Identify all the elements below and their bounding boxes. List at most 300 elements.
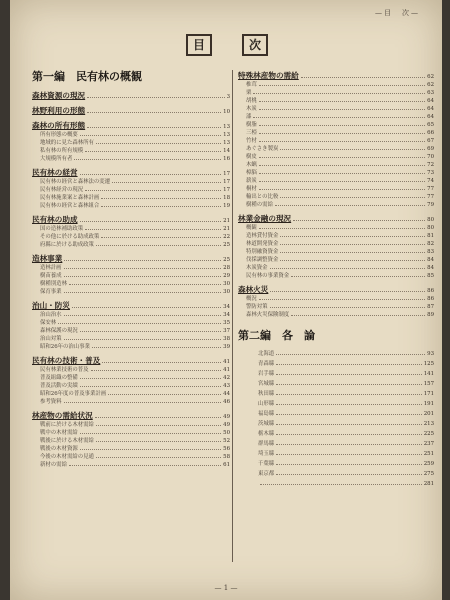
section-entry (32, 343, 230, 351)
section-entry (32, 366, 230, 374)
section-entry (238, 145, 434, 153)
section-entry-page: 49 (223, 422, 230, 428)
section-entry-title: 民有林の事業資金 (246, 273, 290, 279)
chapter-entry (32, 90, 230, 101)
section-entry (32, 453, 230, 461)
section-entry (238, 224, 434, 232)
chapter-entry-title: 森林資源の現況 (32, 91, 86, 100)
chapter-entry-page: 21 (223, 218, 230, 224)
leader-dots (293, 216, 425, 221)
section-entry-title: 民有林の経営と森林法の変遷 (40, 179, 111, 185)
section-entry-title: 造林計画 (40, 265, 62, 271)
section-entry (32, 319, 230, 327)
section-entry-page: 64 (427, 114, 434, 120)
prefecture-entries (238, 349, 434, 489)
section-entry-title: 警防対策 (246, 304, 268, 310)
section-entry-title: 戦中の木材需給 (40, 430, 78, 436)
section-entry-title: 所有形態の概要 (40, 132, 78, 138)
chapter-entry-title: 造林事業 (32, 254, 63, 263)
section-entry (32, 327, 230, 335)
leader-dots (259, 295, 425, 300)
chapter-entry-title: 民有林の技術・普及 (32, 356, 101, 365)
prefecture-entry-title: 東京都 (258, 471, 275, 477)
section-entry-page: 85 (427, 273, 434, 279)
chapter-entry-title: 林産物の需給状況 (32, 411, 93, 420)
prefecture-entry-page: 93 (427, 351, 434, 357)
leader-dots (87, 108, 221, 113)
leader-dots (85, 147, 221, 152)
section-entry (238, 81, 434, 89)
section-entry-page: 89 (427, 312, 434, 318)
leader-dots (259, 177, 425, 182)
section-entry-title: 戦前に於ける木材需給 (40, 422, 94, 428)
chapter-entry-page: 3 (226, 94, 230, 100)
chapter-entry-page: 10 (223, 109, 230, 115)
leader-dots (64, 256, 221, 261)
section-entry-page: 18 (223, 195, 230, 201)
leader-dots (80, 131, 221, 136)
section-entry-page: 65 (427, 122, 434, 128)
leader-dots (259, 81, 425, 86)
section-entry-page: 21 (223, 226, 230, 232)
section-entry (238, 232, 434, 240)
chapter-entry-page: 49 (223, 414, 230, 420)
column-divider (232, 70, 233, 562)
section-entry-page: 39 (223, 344, 230, 350)
prefecture-entry-page: 213 (423, 421, 434, 427)
section-entry-title: 保育事業 (40, 289, 62, 295)
section-entry (32, 398, 230, 406)
section-entry-title: 桐材 (246, 186, 257, 192)
leader-dots (259, 105, 425, 110)
leader-dots (276, 460, 422, 465)
section-entry (32, 421, 230, 429)
leader-dots (64, 398, 222, 403)
prefecture-entry-title: 埼玉縣 (258, 451, 275, 457)
section-entry-page: 56 (223, 446, 230, 452)
leader-dots (87, 123, 221, 128)
section-entry-title: 薪炭 (246, 178, 257, 184)
leader-dots (275, 201, 425, 206)
section-entry (238, 169, 434, 177)
chapter-entry-title: 治山・防災 (32, 301, 70, 310)
section-entry-title: 普及活動の実績 (40, 383, 78, 389)
prefecture-entry-page: 191 (423, 401, 434, 407)
running-head: —目 次— (375, 9, 420, 17)
section-entry (32, 374, 230, 382)
leader-dots (64, 288, 222, 293)
section-entry (32, 155, 230, 163)
leader-dots (259, 224, 425, 229)
chapter-entry-page: 34 (223, 304, 230, 310)
section-entry (32, 225, 230, 233)
prefecture-entry-page: 237 (423, 441, 434, 447)
leader-dots (276, 370, 422, 375)
section-entry-title: 樹種別造林 (40, 281, 67, 287)
section-entry-page: 87 (427, 304, 434, 310)
prefecture-entry-title: 岩手縣 (258, 371, 275, 377)
section-entry-page: 61 (223, 462, 230, 468)
leader-dots (101, 194, 221, 199)
leader-dots (270, 303, 426, 308)
prefecture-entry-page: 201 (423, 411, 434, 417)
section-entry (32, 335, 230, 343)
leader-dots (276, 420, 422, 425)
section-entry-page: 69 (427, 146, 434, 152)
prefecture-entry-page: 259 (423, 461, 434, 467)
prefecture-entry-title: 山形縣 (258, 401, 275, 407)
prefecture-entry-page: 281 (423, 481, 434, 487)
section-entry (32, 202, 230, 210)
chapter-entry-title: 林業金融の現況 (238, 214, 292, 223)
section-entry-page: 84 (427, 257, 434, 263)
section-entry (238, 121, 434, 129)
prefecture-entry-page: 275 (423, 471, 434, 477)
chapter-entry (32, 120, 230, 131)
leader-dots (276, 440, 422, 445)
section-entry-page: 17 (223, 179, 230, 185)
chapter-entry (32, 167, 230, 178)
prefecture-entry-title: 北海道 (258, 351, 275, 357)
section-entry-page: 81 (427, 233, 434, 239)
leader-dots (253, 113, 425, 118)
leader-dots (259, 185, 425, 190)
section-entry-page: 16 (223, 156, 230, 162)
chapter-entry (32, 355, 230, 366)
section-entry-title: 新材の需給 (40, 462, 67, 468)
leader-dots (64, 272, 222, 277)
chapter-entry-page: 25 (223, 257, 230, 263)
section-entry-title: 治山治水 (40, 312, 62, 318)
section-entry-page: 74 (427, 178, 434, 184)
prefecture-entry-title: 茨城縣 (258, 421, 275, 427)
section-entry-title: あぐさき製炭 (246, 146, 279, 152)
section-entry-title: 普及組織の整備 (40, 375, 78, 381)
leader-dots (270, 287, 425, 292)
section-entry-title: 治山対策 (40, 336, 62, 342)
section-entry (238, 311, 434, 319)
section-entry (32, 429, 230, 437)
leader-dots (280, 240, 425, 245)
prefecture-entry-title: 秋田縣 (258, 391, 275, 397)
leader-dots (276, 410, 422, 415)
leader-dots (280, 248, 425, 253)
section-entry (32, 194, 230, 202)
section-entry-page: 58 (223, 454, 230, 460)
leader-dots (87, 93, 224, 98)
section-entry-page: 82 (427, 241, 434, 247)
section-entry-title: 民有林経営の現況 (40, 187, 84, 193)
section-entry (238, 177, 434, 185)
section-entry-page: 22 (223, 234, 230, 240)
part-one-heading: 第一編 民有林の概観 (32, 70, 142, 83)
section-entry (238, 113, 434, 121)
section-entry (32, 147, 230, 155)
section-entry-title: 造林貸付資金 (246, 233, 279, 239)
leader-dots (80, 170, 222, 175)
section-entry-page: 44 (223, 391, 230, 397)
section-entry (238, 153, 434, 161)
section-entry (32, 311, 230, 319)
section-entry-title: 森林火災保険制度 (246, 312, 290, 318)
toc-page (10, 0, 442, 600)
section-entry-page: 46 (223, 399, 230, 405)
chapter-entry (32, 300, 230, 311)
chapter-entry (32, 410, 230, 421)
chapter-entry-page: 41 (223, 359, 230, 365)
section-entry-page: 73 (427, 170, 434, 176)
section-entry (238, 185, 434, 193)
section-entry (32, 233, 230, 241)
section-entry (238, 264, 434, 272)
chapter-entry (238, 213, 434, 224)
section-entry-title: 保安林 (40, 320, 57, 326)
leader-dots (101, 202, 221, 207)
section-entry (32, 186, 230, 194)
leader-dots (280, 193, 425, 198)
section-entry-page: 17 (223, 187, 230, 193)
chapter-entry-page: 80 (427, 217, 434, 223)
prefecture-entry-page: 141 (423, 371, 434, 377)
leader-dots (280, 145, 425, 150)
right-entries (238, 70, 434, 319)
section-entry-title: 樹脂 (246, 122, 257, 128)
leader-dots (96, 241, 221, 246)
section-entry (238, 295, 434, 303)
leader-dots (64, 264, 222, 269)
leader-dots (301, 73, 425, 78)
prefecture-entry (238, 349, 434, 359)
section-entry-title: 国の造林補助政策 (40, 226, 84, 232)
section-entry-page: 77 (427, 186, 434, 192)
leader-dots (276, 470, 422, 475)
section-entry (32, 382, 230, 390)
leader-dots (95, 413, 221, 418)
page-number: — 1 — (214, 584, 238, 592)
prefecture-entry (238, 409, 434, 419)
section-entry-page: 37 (223, 328, 230, 334)
section-entry-page: 84 (427, 265, 434, 271)
leader-dots (259, 153, 425, 158)
section-entry-title: 概観 (246, 225, 257, 231)
section-entry-page: 77 (427, 194, 434, 200)
leader-dots (259, 97, 425, 102)
section-entry-page: 43 (223, 383, 230, 389)
leader-dots (85, 186, 221, 191)
section-entry (238, 201, 434, 209)
chapter-entry-title: 森林火災 (238, 285, 269, 294)
section-entry-title: 戦後の木材資源 (40, 446, 78, 452)
prefecture-entry-title: 福島縣 (258, 411, 275, 417)
prefecture-entry-title: 千葉縣 (258, 461, 275, 467)
leader-dots (69, 280, 221, 285)
section-entry (32, 272, 230, 280)
leader-dots (58, 319, 221, 324)
section-entry (238, 256, 434, 264)
toc-right-column (238, 66, 434, 489)
chapter-entry-page: 86 (427, 288, 434, 294)
section-entry-page: 86 (427, 296, 434, 302)
section-entry-title: その他に於ける助成政策 (40, 234, 100, 240)
section-entry-page: 42 (223, 375, 230, 381)
section-entry-page: 28 (223, 265, 230, 271)
prefecture-entry (238, 439, 434, 449)
section-entry (32, 264, 230, 272)
chapter-entry (238, 70, 434, 81)
section-entry (32, 445, 230, 453)
section-entry-title: 伐採調整資金 (246, 257, 279, 263)
section-entry-title: 地域的に見た森林所有 (40, 140, 94, 146)
title-char-2: 次 (242, 34, 268, 56)
chapter-entry (32, 105, 230, 116)
prefecture-entry (238, 359, 434, 369)
leader-dots (259, 129, 425, 134)
leader-dots (270, 264, 426, 269)
prefecture-entry (238, 419, 434, 429)
section-entry-page: 79 (427, 202, 434, 208)
section-entry (238, 272, 434, 280)
section-entry (238, 161, 434, 169)
leader-dots (96, 421, 221, 426)
leader-dots (291, 311, 425, 316)
section-entry-title: 輸出との比較 (246, 194, 279, 200)
section-entry-title: 椎茸 (246, 82, 257, 88)
section-entry-title: 戦後に於ける木材需給 (40, 438, 94, 444)
chapter-entry-page: 62 (427, 74, 434, 80)
section-entry-title: 林道開発資金 (246, 241, 279, 247)
section-entry-title: 木蝋 (246, 162, 257, 168)
leader-dots (74, 155, 221, 160)
section-entry-page: 64 (427, 98, 434, 104)
section-entry-page: 30 (223, 289, 230, 295)
leader-dots (72, 303, 221, 308)
prefecture-entry (238, 479, 434, 489)
section-entry-page: 19 (223, 203, 230, 209)
section-entry (32, 390, 230, 398)
prefecture-entry-page: 157 (423, 381, 434, 387)
section-entry-title: 三椏 (246, 130, 257, 136)
section-entry-title: 私有林の所有規模 (40, 148, 84, 154)
section-entry-title: 民有林業技術の普及 (40, 367, 89, 373)
chapter-entry-page: 13 (223, 124, 230, 130)
prefecture-entry-title: 栃木縣 (258, 431, 275, 437)
chapter-entry-title: 特殊林産物の需給 (238, 71, 299, 80)
section-entry (32, 178, 230, 186)
section-entry-title: 民有林の経営と森林組合 (40, 203, 100, 209)
leader-dots (101, 233, 221, 238)
section-entry (238, 97, 434, 105)
section-entry-title: 樹皮 (246, 154, 257, 160)
section-entry-page: 67 (427, 138, 434, 144)
section-entry-page: 83 (427, 249, 434, 255)
leader-dots (80, 429, 221, 434)
leader-dots (259, 161, 425, 166)
section-entry (238, 248, 434, 256)
section-entry-page: 52 (223, 438, 230, 444)
section-entry (238, 240, 434, 248)
prefecture-entry (238, 389, 434, 399)
section-entry-page: 13 (223, 140, 230, 146)
leader-dots (80, 382, 221, 387)
prefecture-entry-title: 群馬縣 (258, 441, 275, 447)
section-entry-page: 13 (223, 132, 230, 138)
section-entry (32, 461, 230, 469)
leader-dots (92, 343, 221, 348)
chapter-entry-title: 森林の所有形態 (32, 121, 86, 130)
leader-dots (276, 430, 422, 435)
prefecture-entry (238, 449, 434, 459)
section-entry-title: 昭和26年度の普及事業計画 (40, 391, 107, 397)
title-char-1: 目 (186, 34, 212, 56)
leader-dots (108, 390, 221, 395)
section-entry-title: 木炭資金 (246, 265, 268, 271)
leader-dots (80, 327, 221, 332)
leader-dots (80, 217, 222, 222)
leader-dots (102, 358, 221, 363)
section-entry-page: 64 (427, 106, 434, 112)
section-entry-page: 66 (427, 130, 434, 136)
leader-dots (276, 350, 425, 355)
section-entry-title: 漆 (246, 114, 252, 120)
prefecture-entry-page: 171 (423, 391, 434, 397)
leader-dots (260, 480, 422, 485)
prefecture-entry (238, 369, 434, 379)
section-entry-title: 樹苗養成 (40, 273, 62, 279)
section-entry-title: 特別融資資金 (246, 249, 279, 255)
section-entry-page: 70 (427, 154, 434, 160)
prefecture-entry (238, 399, 434, 409)
section-entry (32, 437, 230, 445)
section-entry-title: 樟脳 (246, 170, 257, 176)
leader-dots (96, 437, 221, 442)
leader-dots (276, 390, 422, 395)
section-entry-page: 80 (427, 225, 434, 231)
prefecture-entry (238, 429, 434, 439)
leader-dots (280, 232, 425, 237)
section-entry (238, 89, 434, 97)
left-entries (32, 90, 230, 469)
leader-dots (253, 89, 425, 94)
section-entry (238, 129, 434, 137)
section-entry-title: 民有林施業案と森林計画 (40, 195, 100, 201)
prefecture-entry-page: 251 (423, 451, 434, 457)
section-entry-page: 30 (223, 281, 230, 287)
prefecture-entry (238, 459, 434, 469)
prefecture-entry (238, 379, 434, 389)
section-entry-title: 府縣に於ける助成政策 (40, 242, 94, 248)
part-two-heading: 第二編 各 論 (238, 329, 315, 342)
section-entry-title: 参考資料 (40, 399, 62, 405)
chapter-entry (238, 284, 434, 295)
leader-dots (276, 360, 422, 365)
leader-dots (64, 335, 222, 340)
leader-dots (69, 461, 221, 466)
chapter-entry-title: 林野利用の形態 (32, 106, 86, 115)
chapter-entry-title: 民有林の経営 (32, 168, 78, 177)
section-entry (32, 139, 230, 147)
leader-dots (280, 256, 425, 261)
section-entry-page: 14 (223, 148, 230, 154)
section-entry-title: 概況 (246, 296, 257, 302)
section-entry (238, 137, 434, 145)
section-entry-page: 50 (223, 430, 230, 436)
prefecture-entry-title: 青森縣 (258, 361, 275, 367)
section-entry-page: 38 (223, 336, 230, 342)
chapter-entry (32, 214, 230, 225)
section-entry-title: 栗 (246, 90, 252, 96)
prefecture-entry-page: 125 (423, 361, 434, 367)
leader-dots (259, 169, 425, 174)
